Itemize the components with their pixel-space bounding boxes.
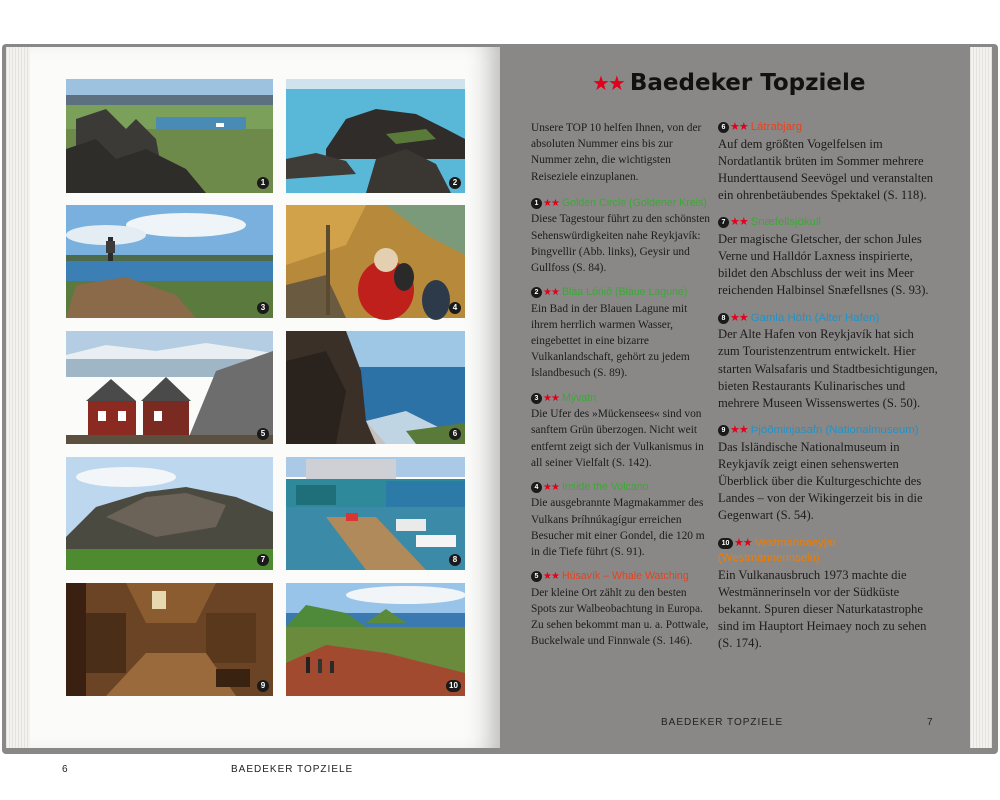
topziel-entry <box>718 423 938 525</box>
topziel-entry <box>718 215 938 299</box>
entry-title: Húsavík – Whale Watching <box>561 570 689 583</box>
text-column-left <box>531 120 711 659</box>
entry-body: Auf dem größten Vogelfelsen im Nordatlantik brüten im Sommer mehrere Hunderttausend Seevögel und veranstalten ein ohrenbetäubendes Spektakel (S. 118). <box>718 136 934 203</box>
number-badge: 8 <box>718 313 729 324</box>
photo-number-badge: 2 <box>449 177 461 189</box>
photo-7 <box>66 457 273 570</box>
photo-number-badge: 10 <box>446 680 461 692</box>
number-badge: 4 <box>531 482 542 493</box>
entry-heading <box>531 391 711 407</box>
star-rating-icon: ★★ <box>543 392 559 404</box>
number-badge: 7 <box>718 217 729 228</box>
entry-title: Golden Circle (Goldener Kreis) <box>561 196 707 209</box>
number-badge: 5 <box>531 571 542 582</box>
entry-title: Gamla Höfn (Alter Hafen) <box>750 311 880 324</box>
photo-number-badge: 1 <box>257 177 269 189</box>
photo-3 <box>66 205 273 318</box>
topziel-entry <box>718 120 938 204</box>
entry-body: Die ausgebrannte Magmakammer des Vulkans Þríhnúkagígur erreichen Besucher mit einer Gondel, die 120 m in die Tiefe führt (S. 91). <box>531 497 705 559</box>
entry-heading <box>718 311 938 327</box>
photo-number-badge: 6 <box>449 428 461 440</box>
entry-heading <box>531 196 711 212</box>
entry-title: Vestmannaeyjar (Westmännerinseln) <box>718 536 837 565</box>
photo-4 <box>286 205 465 318</box>
left-page <box>30 47 500 775</box>
page-title <box>592 70 892 96</box>
entry-title: Látrabjarg <box>750 121 803 133</box>
photo-8 <box>286 457 465 570</box>
entry-body: Der kleine Ort zählt zu den besten Spots zur Walbeobachtung in Europa. Zu sehen bekommt man u. a. Pottwale, Buckelwale und Finnwale (S. 146). <box>531 586 709 648</box>
entry-body: Ein Bad in der Blauen Lagune mit ihrem herrlich warmen Wasser, eingebettet in eine bizarre Vulkanlandschaft, gehört zu jedem Islandbesuch (S. 89). <box>531 302 690 380</box>
page-title-text: Baedeker Topziele <box>629 70 866 96</box>
number-badge: 1 <box>531 198 542 209</box>
topziel-entry <box>718 536 938 653</box>
photo-number-badge: 4 <box>449 302 461 314</box>
entry-body: Die Ufer des »Mückensees« sind von sanftem Grün überzogen. Nicht weit entfernt zeigt sich der Vulkanismus in all seiner Vielfalt (S. 142). <box>531 408 704 469</box>
photo-number-badge: 9 <box>257 680 269 692</box>
photo-1 <box>66 79 273 193</box>
photo-2 <box>286 79 465 193</box>
entry-body: Diese Tagestour führt zu den schönsten Sehenswürdigkeiten nahe Reykjavík: Þingvellir (Abb. links), Geysir und Gullfoss (S. 84). <box>531 213 710 274</box>
star-rating-icon: ★★ <box>543 571 559 583</box>
entry-heading <box>531 569 711 585</box>
entry-title: Mývatn <box>561 391 597 404</box>
number-badge: 9 <box>718 425 729 436</box>
topziel-entry <box>531 391 711 471</box>
entry-body: Ein Vulkanausbruch 1973 machte die Westmännerinseln vor der Südküste bekannt. Spuren dieser Naturkatastrophe sind im Hauptort Heimaey noch zu sehen (S. 174). <box>718 567 927 651</box>
title-stars-icon: ★★ <box>592 71 624 95</box>
page-number-left: 6 <box>62 764 69 775</box>
star-rating-icon: ★★ <box>730 121 748 133</box>
topziel-entry <box>531 569 711 649</box>
number-badge: 10 <box>718 538 733 549</box>
running-head-right: BAEDEKER TOPZIELE <box>661 717 784 728</box>
entry-heading <box>718 536 938 567</box>
entry-heading <box>531 480 711 496</box>
star-rating-icon: ★★ <box>730 216 748 229</box>
topziel-entry <box>531 285 711 382</box>
star-rating-icon: ★★ <box>730 424 748 437</box>
photo-number-badge: 3 <box>257 302 269 314</box>
photo-number-badge: 7 <box>257 554 269 566</box>
star-rating-icon: ★★ <box>730 311 748 324</box>
photo-6 <box>286 331 465 444</box>
photo-9 <box>66 583 273 696</box>
entry-title: Bláa Lónið (Blaue Lagune) <box>561 286 688 299</box>
entry-title: Snæfellsjökull <box>750 216 822 229</box>
number-badge: 3 <box>531 393 542 404</box>
topziel-entry <box>718 311 938 413</box>
entry-heading <box>718 120 938 136</box>
star-rating-icon: ★★ <box>543 481 559 493</box>
entry-title: Þjóðminjasafn (Nationalmuseum) <box>750 424 919 437</box>
entry-body: Das Isländische Nationalmuseum in Reykjavík zeigt einen sehenswerten Überblick über die Kulturgeschichte des Landes – von der Wikingerzeit bis in die Gegenwart (S. 54). <box>718 439 923 523</box>
photo-number-badge: 8 <box>449 554 461 566</box>
entry-body: Der Alte Hafen von Reykjavík hat sich zum Touristenzentrum entwickelt. Hier starten Walsafaris und Stadtbesichtigungen, bieten Restaurants Kulinarisches und mehrere Museen Wissenswertes (S. 50). <box>718 327 938 410</box>
star-rating-icon: ★★ <box>734 536 752 549</box>
photo-number-badge: 5 <box>257 428 269 440</box>
entry-title: Inside the Volcano <box>561 480 649 493</box>
topziel-entry <box>531 196 711 276</box>
running-head-left: BAEDEKER TOPZIELE <box>231 764 354 775</box>
number-badge: 6 <box>718 122 729 133</box>
page-edges-left <box>6 47 30 748</box>
page-edges-right <box>970 47 992 748</box>
intro-text: Unsere TOP 10 helfen Ihnen, von der absoluten Nummer eins bis zur Nummer zehn, die wichtigsten Reiseziele einzuplanen. <box>531 122 702 183</box>
star-rating-icon: ★★ <box>543 287 559 299</box>
entry-heading <box>718 215 938 231</box>
photo-5 <box>66 331 273 444</box>
number-badge: 2 <box>531 287 542 298</box>
text-column-right <box>718 120 938 664</box>
entry-body: Der magische Gletscher, der schon Jules Verne und Halldór Laxness inspirierte, bildet den Abschluss der weit ins Meer reichenden Halbinsel Snæfellsnes (S. 93). <box>718 231 929 298</box>
topziel-entry <box>531 480 711 560</box>
star-rating-icon: ★★ <box>543 197 559 209</box>
page-number-right: 7 <box>927 717 934 728</box>
entry-heading <box>531 285 711 301</box>
photo-10 <box>286 583 465 696</box>
entry-heading <box>718 423 938 439</box>
